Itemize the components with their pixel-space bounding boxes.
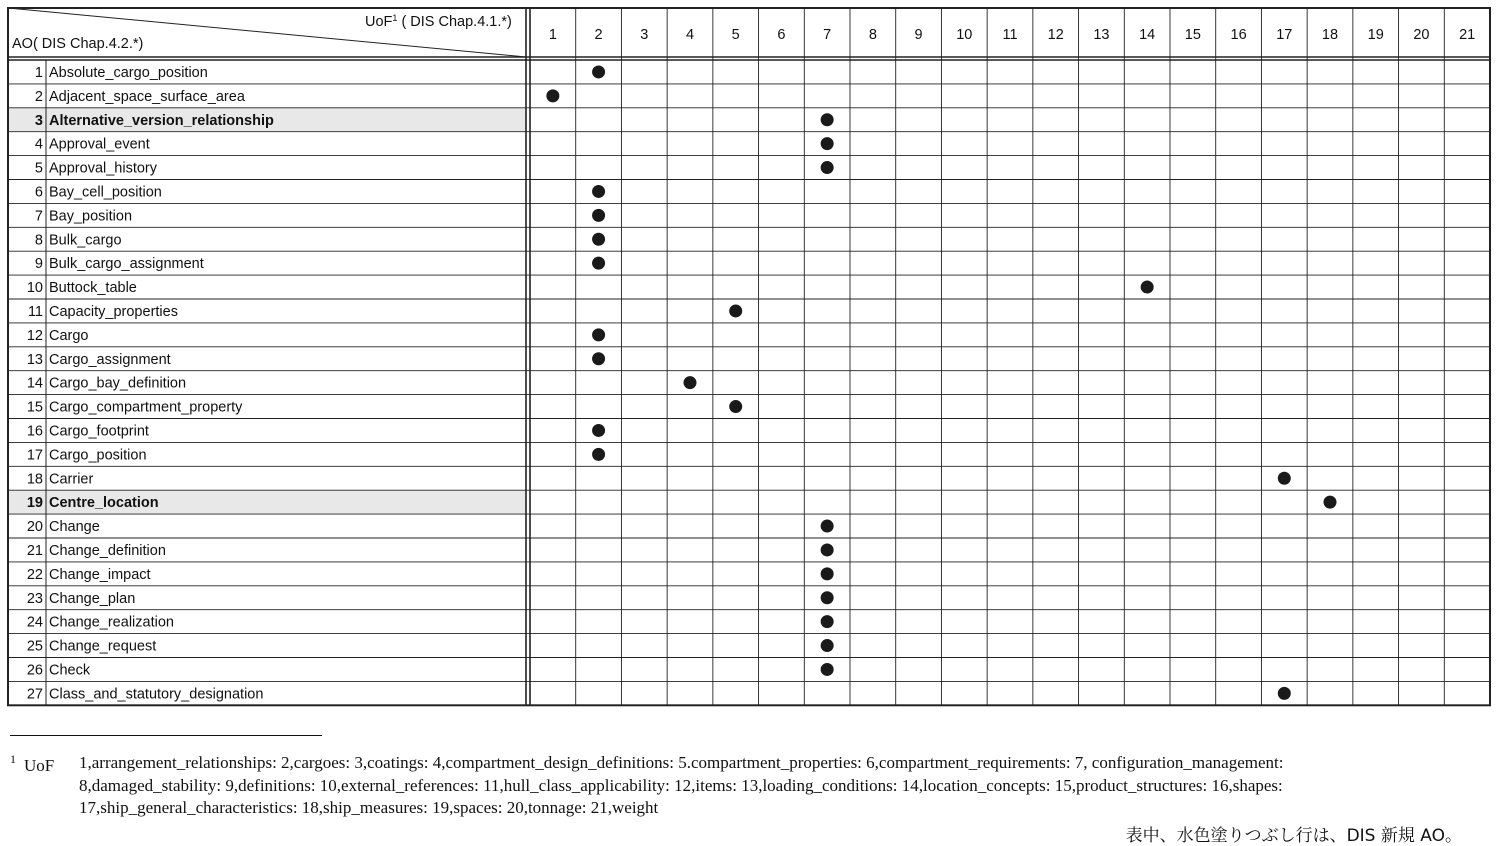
mapping-dot bbox=[821, 520, 834, 533]
ao-row-number: 27 bbox=[26, 686, 43, 703]
ao-row-number: 21 bbox=[26, 542, 43, 559]
footnote-marker: 1 bbox=[10, 752, 16, 766]
ao-row-number: 6 bbox=[34, 184, 43, 201]
ao-row-name: Cargo_assignment bbox=[49, 351, 171, 368]
ao-row-number: 11 bbox=[27, 303, 43, 320]
ao-row-name: Change_realization bbox=[49, 614, 174, 631]
mapping-dot bbox=[592, 328, 605, 341]
uof-column-header: 17 bbox=[1276, 27, 1293, 43]
mapping-dot bbox=[684, 376, 697, 389]
ao-row-number: 9 bbox=[34, 256, 43, 273]
ao-row-number: 12 bbox=[26, 327, 43, 344]
ao-row-number: 14 bbox=[26, 375, 43, 392]
footnote-line: 17,ship_general_characteristics: 18,ship_measures: 19,spaces: 20,tonnage: 21,weight bbox=[79, 798, 659, 817]
ao-row-number: 16 bbox=[26, 423, 43, 440]
mapping-dot bbox=[592, 233, 605, 246]
uof-column-header: 5 bbox=[731, 27, 740, 43]
ao-row-number: 5 bbox=[34, 160, 43, 177]
mapping-dot bbox=[1278, 687, 1291, 700]
mapping-dot bbox=[1278, 472, 1291, 485]
uof-column-header: 10 bbox=[956, 27, 973, 43]
mapping-dot bbox=[821, 567, 834, 580]
uof-column-header: 4 bbox=[685, 27, 695, 43]
mapping-dot bbox=[821, 663, 834, 676]
uof-column-header: 12 bbox=[1047, 27, 1064, 43]
ao-row-number: 25 bbox=[26, 638, 43, 655]
footnote-uof-list bbox=[79, 752, 1489, 820]
ao-row-number: 15 bbox=[26, 399, 43, 416]
ao-row-name: Class_and_statutory_designation bbox=[49, 686, 264, 703]
footnote-rule bbox=[10, 735, 322, 736]
ao-row-name: Cargo_footprint bbox=[49, 423, 149, 440]
ao-rows bbox=[27, 65, 274, 702]
uof-column-header: 3 bbox=[640, 27, 649, 43]
mapping-dot bbox=[592, 185, 605, 198]
highlight-legend-note: 表中、水色塗りつぶし行は、DIS 新規 AO。 bbox=[1125, 826, 1462, 846]
mapping-dot bbox=[546, 89, 559, 102]
footnote-line: 1,arrangement_relationships: 2,cargoes: 3,coatings: 4,compartment_design_definitions: 5.compartment_properties: 6,compartment_requirements: 7, configuration_management: bbox=[79, 753, 1284, 772]
mapping-dot bbox=[821, 543, 834, 556]
ao-row-name: Bay_cell_position bbox=[49, 184, 162, 201]
ao-row-name: Centre_location bbox=[49, 495, 159, 512]
ao-row-name: Bulk_cargo_assignment bbox=[49, 256, 204, 273]
mapping-dot bbox=[592, 448, 605, 461]
mapping-dot bbox=[592, 257, 605, 270]
ao-row-name: Cargo bbox=[49, 327, 89, 344]
uof-column-headers bbox=[549, 27, 1475, 43]
ao-row-name: Change_plan bbox=[49, 590, 136, 607]
mapping-dot bbox=[821, 591, 834, 604]
ao-row-number: 7 bbox=[34, 208, 43, 225]
ao-row-name: Absolute_cargo_position bbox=[49, 64, 208, 81]
ao-row-number: 23 bbox=[26, 590, 43, 607]
ao-row-number: 4 bbox=[34, 136, 43, 153]
ao-row-number: 13 bbox=[26, 351, 43, 368]
footnote-label: UoF bbox=[24, 756, 55, 775]
mapping-dot bbox=[821, 639, 834, 652]
ao-row-number: 20 bbox=[26, 519, 43, 536]
uof-column-header: 20 bbox=[1413, 27, 1430, 43]
ao-row-name: Bay_position bbox=[49, 208, 133, 225]
ao-row-name: Capacity_properties bbox=[49, 303, 178, 320]
ao-row-name: Check bbox=[49, 662, 91, 679]
mapping-dot bbox=[821, 615, 834, 628]
ao-row-number: 18 bbox=[26, 471, 43, 488]
ao-row-name: Bulk_cargo bbox=[49, 232, 122, 249]
ao-row-number: 3 bbox=[34, 112, 43, 129]
ao-row-name: Cargo_compartment_property bbox=[49, 399, 243, 416]
mapping-dot bbox=[592, 424, 605, 437]
uof-column-header: 21 bbox=[1459, 27, 1476, 43]
ao-row-name: Change_definition bbox=[49, 542, 166, 559]
uof-column-header: 18 bbox=[1321, 27, 1339, 43]
uof-column-header: 8 bbox=[868, 27, 877, 43]
ao-row-number: 8 bbox=[34, 232, 43, 249]
mapping-dot bbox=[1141, 281, 1154, 294]
mapping-dot bbox=[729, 304, 742, 317]
ao-row-number: 19 bbox=[26, 495, 43, 512]
ao-row-name: Carrier bbox=[49, 471, 94, 488]
ao-row-name: Change bbox=[49, 519, 100, 536]
ao-row-number: 10 bbox=[26, 280, 43, 297]
ao-row-name: Cargo_position bbox=[49, 447, 147, 464]
uof-column-header: 11 bbox=[1002, 27, 1018, 43]
ao-row-name: Buttock_table bbox=[49, 280, 137, 297]
uof-column-header: 16 bbox=[1230, 27, 1247, 43]
ao-row-name: Approval_history bbox=[49, 160, 157, 177]
ao-row-name: Change_request bbox=[49, 638, 157, 655]
mapping-dot bbox=[821, 161, 834, 174]
mapping-dot bbox=[1324, 496, 1337, 509]
uof-column-header: 14 bbox=[1139, 27, 1156, 43]
ao-row-number: 2 bbox=[34, 88, 43, 105]
ao-row-number: 24 bbox=[26, 614, 43, 631]
uof-axis-label: UoF$^1$ ( DIS Chap.4.1.*) bbox=[365, 13, 512, 30]
ao-row-name: Adjacent_space_surface_area bbox=[49, 88, 245, 105]
ao-row-number: 22 bbox=[26, 566, 43, 583]
uof-column-header: 15 bbox=[1184, 27, 1201, 43]
ao-row-name: Approval_event bbox=[49, 136, 150, 153]
mapping-dot bbox=[592, 209, 605, 222]
ao-row-name: Cargo_bay_definition bbox=[49, 375, 187, 392]
mapping-dot bbox=[821, 113, 834, 126]
mapping-dot bbox=[592, 352, 605, 365]
mapping-dot bbox=[729, 400, 742, 413]
uof-column-header: 19 bbox=[1367, 27, 1384, 43]
uof-column-header: 1 bbox=[548, 27, 557, 43]
ao-row-name: Change_impact bbox=[49, 566, 151, 583]
footnote-line: 8,damaged_stability: 9,definitions: 10,external_references: 11,hull_class_applicability: 12,items: 13,loading_conditions: 14,location_concepts: 15,product_structures: 16,shapes: bbox=[79, 775, 1283, 795]
uof-column-header: 13 bbox=[1093, 27, 1110, 43]
ao-row-name: Alternative_version_relationship bbox=[49, 112, 274, 129]
uof-column-header: 6 bbox=[777, 27, 786, 43]
uof-column-header: 9 bbox=[914, 27, 923, 43]
ao-row-number: 26 bbox=[26, 662, 43, 679]
ao-axis-label: AO( DIS Chap.4.2.*) bbox=[12, 36, 144, 52]
uof-column-header: 7 bbox=[823, 27, 832, 43]
mapping-dot bbox=[592, 65, 605, 78]
ao-row-number: 17 bbox=[26, 447, 43, 464]
uof-column-header: 2 bbox=[594, 27, 603, 43]
mapping-dot bbox=[821, 137, 834, 150]
ao-row-number: 1 bbox=[34, 64, 43, 81]
